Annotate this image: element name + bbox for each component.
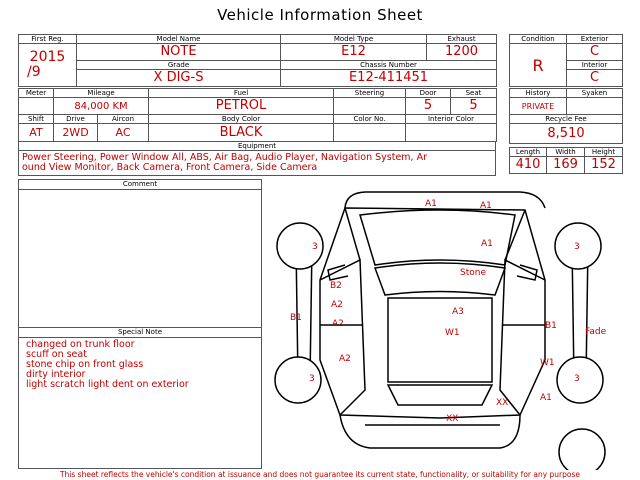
special-note-list [19, 338, 261, 392]
door-label: Door [406, 89, 451, 98]
seat-value: 5 [451, 98, 497, 115]
mark-wheel-fr: 3 [574, 242, 580, 252]
height-value: 152 [585, 157, 623, 174]
first-reg-value [19, 44, 77, 87]
equipment-box [18, 141, 496, 176]
mark-wheel-fl: 3 [312, 242, 318, 252]
recycle-fee-value: 8,510 [510, 124, 623, 144]
chassis-value: E12-411451 [281, 70, 497, 87]
history-table [509, 88, 623, 144]
length-label: Length [510, 148, 547, 157]
mark-b1-left: B1 [290, 313, 302, 323]
right-side-panel [500, 260, 545, 415]
mark-wheel-rl: 3 [309, 374, 315, 384]
width-label: Width [547, 148, 585, 157]
car-damage-diagram [262, 178, 624, 470]
exhaust-value: 1200 [427, 44, 497, 61]
chassis-label: Chassis Number [281, 61, 497, 70]
color-no-value [334, 124, 406, 142]
aircon-label: Aircon [98, 115, 149, 124]
mileage-label: Mileage [54, 89, 149, 98]
mark-stone: Stone [460, 268, 486, 278]
exhaust-label: Exhaust [427, 35, 497, 44]
condition-table [509, 34, 623, 87]
exterior-grade: C [567, 44, 623, 61]
syaken-label: Syaken [567, 89, 623, 98]
roof-outline [388, 298, 492, 382]
interior-color-value [406, 124, 497, 142]
first-reg-month: /9 [27, 64, 41, 80]
height-label: Height [585, 148, 623, 157]
left-fender-line [345, 208, 360, 260]
mark-a3: A3 [452, 307, 464, 317]
first-reg-label: First Reg. [19, 35, 77, 44]
mark-a2-lower: A2 [339, 354, 351, 364]
model-type-label: Model Type [281, 35, 427, 44]
specs-table [18, 88, 497, 142]
seat-label: Seat [451, 89, 497, 98]
special-note-item: stone chip on front glass [26, 359, 144, 370]
interior-color-label: Interior Color [406, 115, 497, 124]
hood-outline [360, 210, 515, 265]
mark-w1-center: W1 [445, 328, 460, 338]
comment-area [19, 190, 261, 327]
color-no-label: Color No. [334, 115, 406, 124]
special-note-item: scuff on seat [26, 349, 87, 360]
syaken-value [567, 98, 623, 115]
mark-w1-right: W1 [540, 358, 555, 368]
steering-label: Steering [334, 89, 406, 98]
mark-hood-right: A1 [481, 239, 493, 249]
mark-a1-rear-right: A1 [540, 393, 552, 403]
equipment-line-1: Power Steering, Power Window All, ABS, Air Bag, Audio Player, Navigation System, Ar [22, 152, 428, 163]
mark-b1-right: B1 [545, 321, 557, 331]
left-side-panel [320, 260, 365, 415]
wheel-rear-right [557, 357, 603, 403]
special-note-item: changed on trunk floor [26, 339, 135, 350]
condition-grade: R [510, 44, 567, 87]
sheet-title: Vehicle Information Sheet [217, 6, 423, 24]
mark-fade: Fade [585, 327, 607, 337]
mark-a2-upper: A2 [331, 300, 343, 310]
shift-label: Shift [19, 115, 54, 124]
history-value: PRIVATE [510, 98, 567, 115]
mark-a2-mid: A2 [332, 319, 344, 329]
fuel-label: Fuel [149, 89, 334, 98]
meter-value [19, 98, 54, 115]
width-value: 169 [547, 157, 585, 174]
mark-b2: B2 [330, 281, 342, 291]
length-value: 410 [510, 157, 547, 174]
exterior-label: Exterior [567, 35, 623, 44]
notes-panel [18, 179, 262, 469]
grade-value: X DIG-S [77, 70, 281, 87]
recycle-fee-label: Recycle Fee [510, 115, 623, 124]
equipment-line-2: ound View Monitor, Back Camera, Front Camera, Side Camera [22, 162, 318, 173]
fuel-value: PETROL [149, 98, 334, 115]
front-bumper-outline [345, 192, 545, 208]
drive-value: 2WD [54, 124, 98, 142]
header-table [18, 34, 497, 87]
dimensions-table [509, 147, 623, 174]
door-value: 5 [406, 98, 451, 115]
meter-label: Meter [19, 89, 54, 98]
history-label: History [510, 89, 567, 98]
rear-bumper-outline [340, 415, 520, 448]
condition-label: Condition [510, 35, 567, 44]
aircon-value: AC [98, 124, 149, 142]
drive-label: Drive [54, 115, 98, 124]
first-reg-year: 2015 [29, 49, 66, 65]
model-type-value: E12 [281, 44, 427, 61]
special-note-label: Special Note [19, 327, 261, 338]
mark-xx-rear: XX [496, 398, 509, 408]
body-color-value: BLACK [149, 124, 334, 142]
mileage-value: 84,000 KM [54, 98, 149, 115]
mark-front-right: A1 [480, 201, 492, 211]
special-note-item: light scratch light dent on exterior [26, 379, 189, 390]
equipment-label: Equipment [19, 142, 495, 151]
shift-value: AT [19, 124, 54, 142]
spare-tire [559, 429, 605, 470]
comment-label: Comment [19, 180, 261, 190]
mark-xx-trunk: XX [446, 414, 459, 424]
model-name-value: NOTE [77, 44, 281, 61]
rear-window-outline [388, 385, 492, 405]
body-color-label: Body Color [149, 115, 334, 124]
interior-grade: C [567, 70, 623, 87]
steering-value [334, 98, 406, 115]
model-name-label: Model Name [77, 35, 281, 44]
mark-wheel-rr: 3 [574, 374, 580, 384]
special-note-item: dirty interior [26, 369, 86, 380]
mark-front-left: A1 [425, 199, 437, 209]
interior-label: Interior [567, 61, 623, 70]
equipment-text [19, 151, 495, 175]
disclaimer-footer: This sheet reflects the vehicle's condition at issuance and does not guarantee its current state, functionality, or suitability for any purpose [59, 470, 581, 479]
grade-label: Grade [77, 61, 281, 70]
